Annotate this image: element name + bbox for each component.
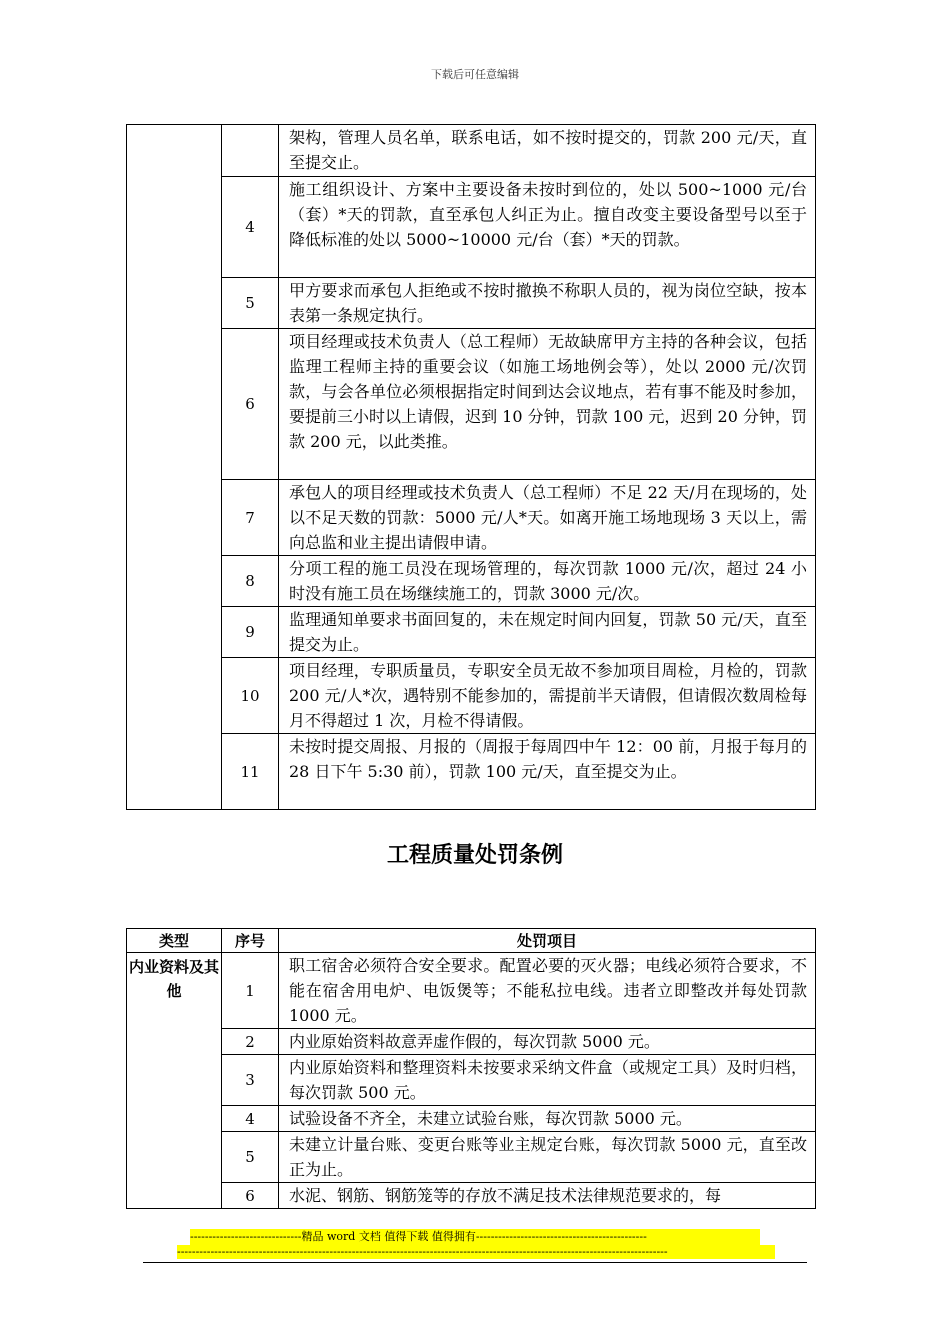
- row-text: 内业原始资料和整理资料未按要求采纳文件盒（或规定工具）及时归档，每次罚款 500 元。: [279, 1055, 816, 1106]
- row-text: 试验设备不齐全，未建立试验台账，每次罚款 5000 元。: [279, 1106, 816, 1132]
- table-row: [127, 1106, 816, 1132]
- type-cell: 内业资料及其他: [127, 953, 222, 1209]
- type-cell-empty: [127, 125, 222, 810]
- table-row: [127, 177, 816, 278]
- row-number: 4: [222, 177, 279, 278]
- row-number: 7: [222, 480, 279, 556]
- table-row: [127, 480, 816, 556]
- row-number: 9: [222, 607, 279, 658]
- row-number: 5: [222, 278, 279, 329]
- row-text: 项目经理或技术负责人（总工程师）无故缺席甲方主持的各种会议，包括监理工程师主持的重要会议（如施工场地例会等），处以 2000 元/次罚款，与会各单位必须根据指定时间到达会议地点，若有事不能及时参加，要提前三小时以上请假，迟到 10 分钟，罚款 100 元，迟到 20 分钟，罚款 200 元，以此类推。: [279, 329, 816, 480]
- row-number: 10: [222, 658, 279, 734]
- footer-dashes: ------------------------------------------------------------------------------------------------------------------------------------: [177, 1245, 775, 1259]
- penalty-table-continued: [126, 124, 816, 810]
- table-row: [127, 607, 816, 658]
- row-text: 未建立计量台账、变更台账等业主规定台账，每次罚款 5000 元，直至改正为止。: [279, 1132, 816, 1183]
- table-row: [127, 125, 816, 177]
- table-row: [127, 1055, 816, 1106]
- row-text: 架构，管理人员名单，联系电话，如不按时提交的，罚款 200 元/天，直至提交止。: [279, 125, 816, 177]
- row-text: 甲方要求而承包人拒绝或不按时撤换不称职人员的，视为岗位空缺，按本表第一条规定执行。: [279, 278, 816, 329]
- row-number: 6: [222, 329, 279, 480]
- table-row: [127, 278, 816, 329]
- row-number: 11: [222, 734, 279, 810]
- row-number: 3: [222, 1055, 279, 1106]
- page-header: 下载后可任意编辑: [431, 68, 519, 81]
- footer-banner: ------------------------------精品 word 文档 值得下载 值得拥有----------------------------------------------: [190, 1229, 760, 1245]
- column-header-type: 类型: [127, 929, 222, 953]
- table-row: [127, 1029, 816, 1055]
- row-text: 分项工程的施工员没在现场管理的，每次罚款 1000 元/次，超过 24 小时没有施工员在场继续施工的，罚款 3000 元/次。: [279, 556, 816, 607]
- row-text: 监理通知单要求书面回复的，未在规定时间内回复，罚款 50 元/天，直至提交为止。: [279, 607, 816, 658]
- row-number: 6: [222, 1183, 279, 1209]
- row-text: 内业原始资料故意弄虚作假的，每次罚款 5000 元。: [279, 1029, 816, 1055]
- row-text: 承包人的项目经理或技术负责人（总工程师）不足 22 天/月在现场的，处以不足天数的罚款：5000 元/人*天。如离开施工场地现场 3 天以上，需向总监和业主提出请假申请。: [279, 480, 816, 556]
- row-number: 1: [222, 953, 279, 1029]
- quality-penalty-table: [126, 928, 816, 1209]
- footer-divider: [143, 1262, 807, 1263]
- row-text: 未按时提交周报、月报的（周报于每周四中午 12：00 前，月报于每月的 28 日下午 5:30 前），罚款 100 元/天，直至提交为止。: [279, 734, 816, 810]
- table-row: [127, 1183, 816, 1209]
- row-number: 2: [222, 1029, 279, 1055]
- table-row: [127, 734, 816, 810]
- row-number: 5: [222, 1132, 279, 1183]
- column-header-item: 处罚项目: [279, 929, 816, 953]
- table-row: [127, 658, 816, 734]
- row-number: 4: [222, 1106, 279, 1132]
- table-row: [127, 556, 816, 607]
- row-text: 水泥、钢筋、钢筋笼等的存放不满足技术法律规范要求的，每: [279, 1183, 816, 1209]
- table-row: [127, 953, 816, 1029]
- row-text: 施工组织设计、方案中主要设备未按时到位的，处以 500~1000 元/台（套）*天的罚款，直至承包人纠正为止。擅自改变主要设备型号以至于降低标准的处以 5000~10000 元/台（套）*天的罚款。: [279, 177, 816, 278]
- section-title: 工程质量处罚条例: [386, 843, 563, 868]
- row-number: 8: [222, 556, 279, 607]
- table-row: [127, 329, 816, 480]
- row-text: 职工宿舍必须符合安全要求。配置必要的灭火器；电线必须符合要求，不能在宿舍用电炉、电饭煲等；不能私拉电线。违者立即整改并每处罚款 1000 元。: [279, 953, 816, 1029]
- column-header-number: 序号: [222, 929, 279, 953]
- row-text: 项目经理，专职质量员，专职安全员无故不参加项目周检，月检的，罚款 200 元/人*次，遇特别不能参加的，需提前半天请假，但请假次数周检每月不得超过 1 次，月检不得请假。: [279, 658, 816, 734]
- table-row: [127, 1132, 816, 1183]
- table-header-row: [127, 929, 816, 953]
- row-number: [222, 125, 279, 177]
